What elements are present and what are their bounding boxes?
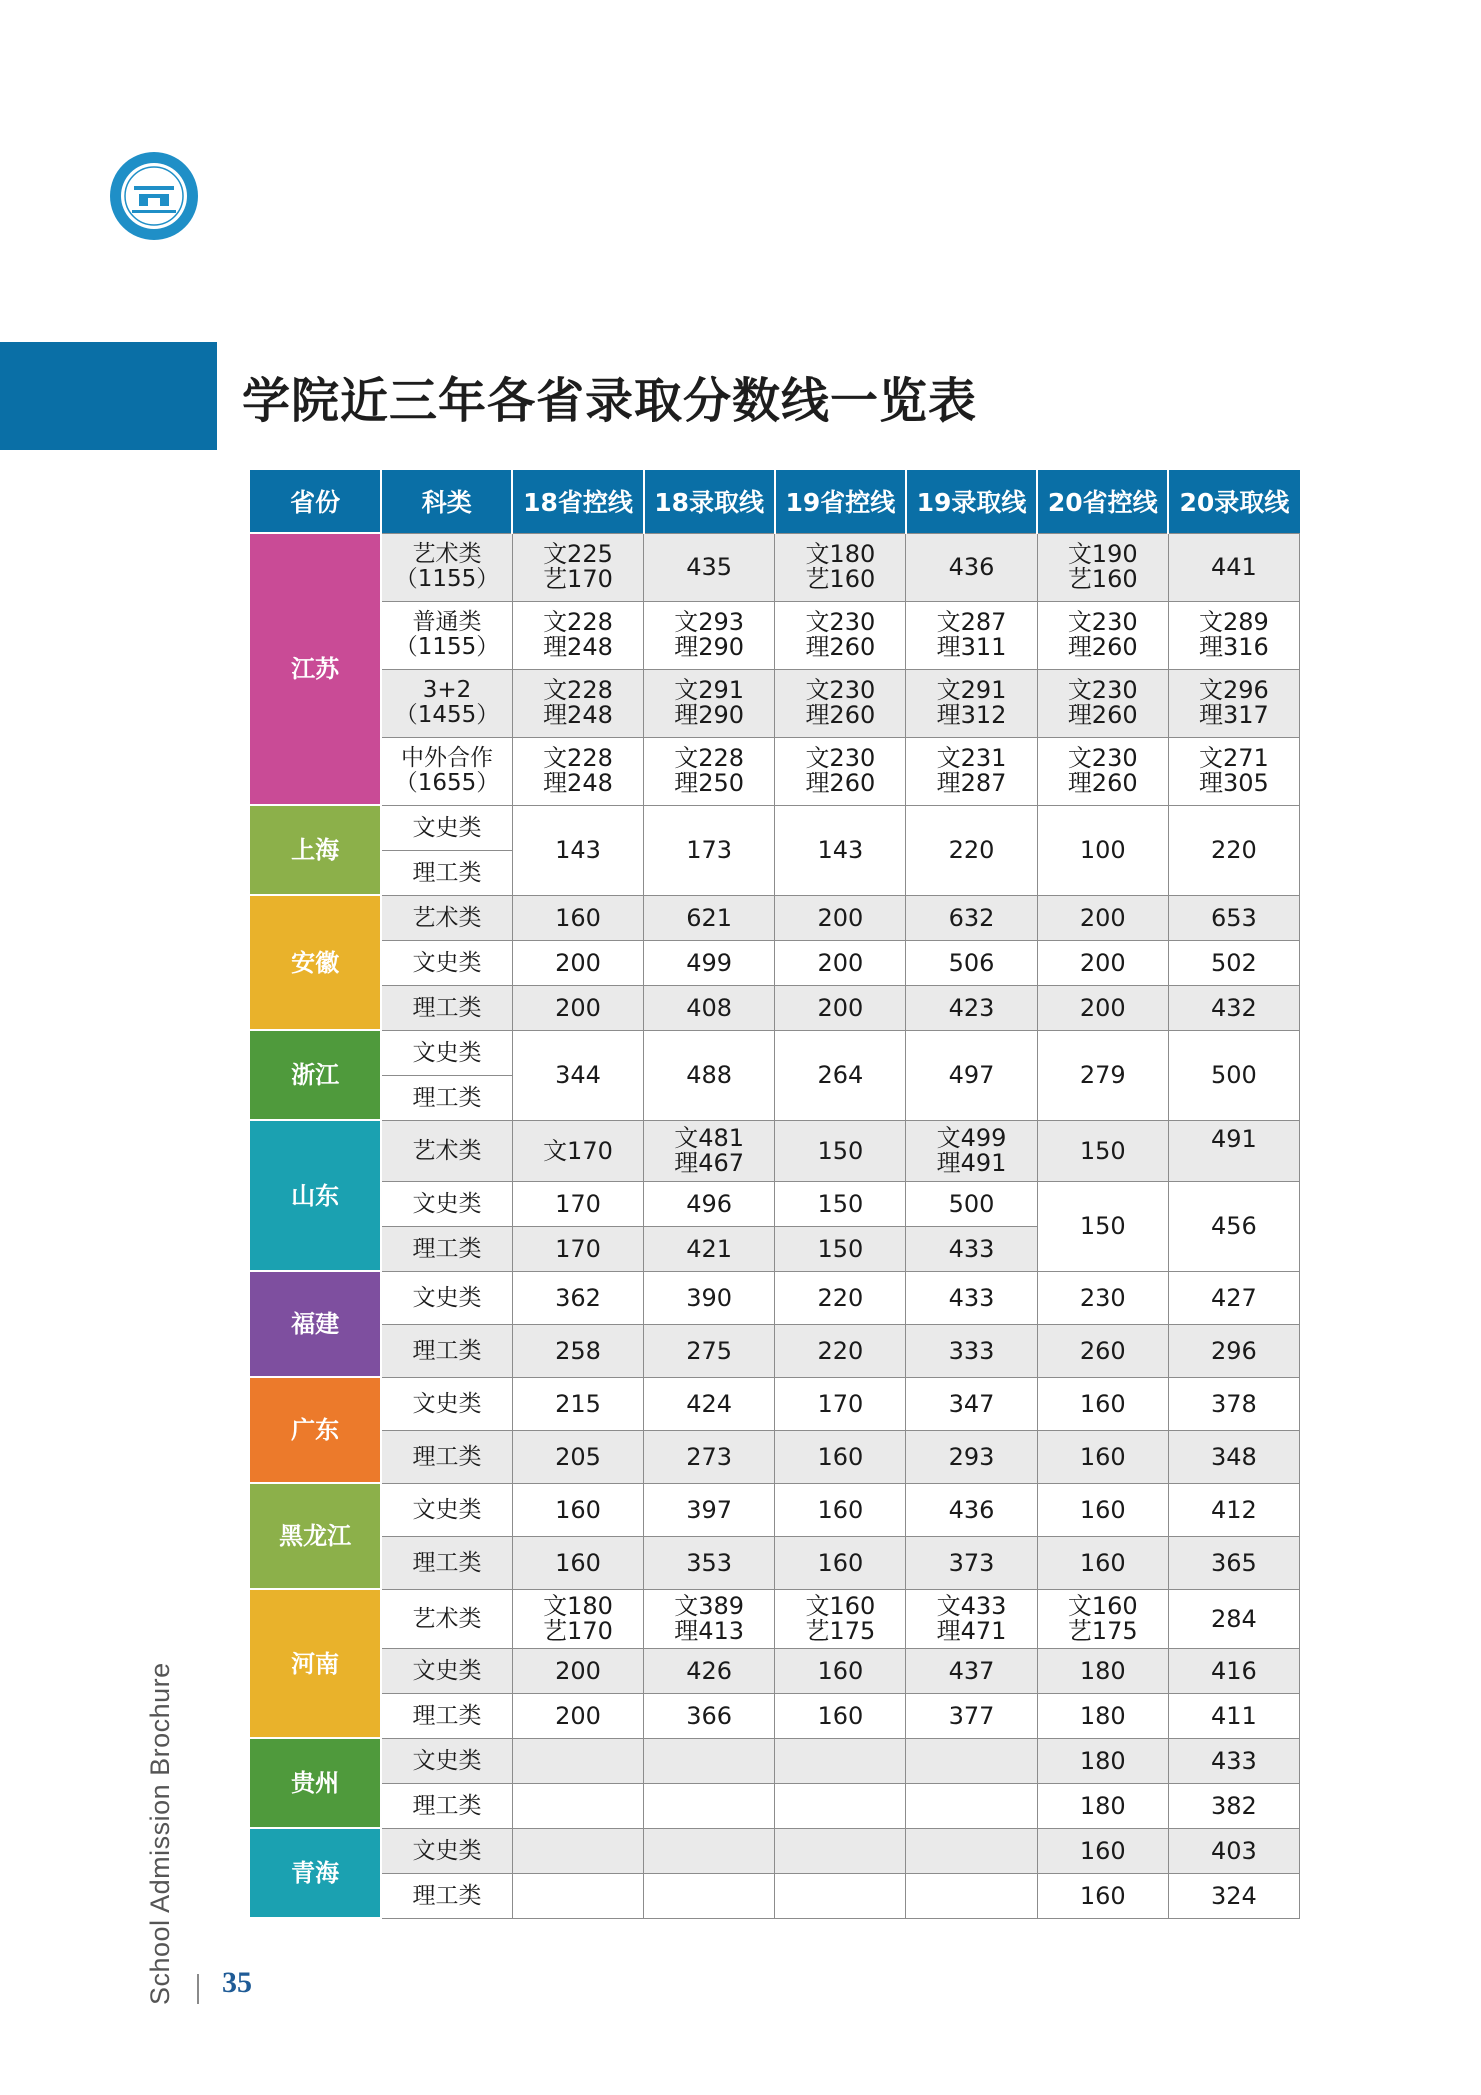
score-cell	[775, 669, 906, 737]
score-line: 文230	[805, 676, 876, 704]
category-code: （1655）	[394, 770, 500, 796]
province-cell: 黑龙江	[250, 1483, 381, 1589]
score-cell	[775, 1783, 906, 1828]
score-cell	[906, 1589, 1037, 1648]
score-cell: 366	[644, 1693, 775, 1738]
score-cell	[644, 1589, 775, 1648]
score-line: 文481	[674, 1123, 745, 1152]
score-line: 文190	[1067, 540, 1138, 568]
table-row	[250, 1483, 1300, 1536]
score-cell	[512, 737, 643, 805]
score-line: 理260	[1067, 633, 1138, 661]
score-cell: 160	[775, 1483, 906, 1536]
table-row	[250, 1377, 1300, 1430]
score-cell: 160	[775, 1430, 906, 1483]
score-line: 理317	[1199, 701, 1269, 729]
table-row	[250, 601, 1300, 669]
score-cell: 215	[512, 1377, 643, 1430]
score-cell: 273	[644, 1430, 775, 1483]
score-line: 理471	[936, 1616, 1007, 1645]
category-cell: 艺术类	[381, 895, 512, 940]
score-cell: 180	[1037, 1738, 1168, 1783]
score-cell: 436	[906, 1483, 1037, 1536]
score-line: 文293	[674, 608, 745, 636]
score-cell: 441	[1168, 533, 1299, 601]
score-cell: 143	[512, 805, 643, 895]
score-line: 理260	[805, 701, 876, 729]
province-cell: 安徽	[250, 895, 381, 1030]
score-cell	[775, 1873, 906, 1918]
score-line: 文231	[936, 744, 1007, 772]
province-cell: 河南	[250, 1589, 381, 1738]
score-cell: 424	[644, 1377, 775, 1430]
title-accent-bar	[0, 342, 217, 450]
score-line: 文230	[1067, 744, 1138, 772]
score-cell: 258	[512, 1324, 643, 1377]
score-cell	[512, 601, 643, 669]
score-cell: 160	[512, 895, 643, 940]
category-cell: 文史类	[381, 1181, 512, 1226]
score-cell: 423	[906, 985, 1037, 1030]
table-row	[250, 805, 1300, 850]
score-cell: 408	[644, 985, 775, 1030]
score-cell	[1168, 737, 1299, 805]
header-category: 科类	[381, 470, 512, 533]
score-cell	[644, 1738, 775, 1783]
score-line: 文433	[936, 1591, 1007, 1620]
header-20-admit: 20录取线	[1168, 470, 1299, 533]
score-cell: 180	[1037, 1693, 1168, 1738]
score-line: 文160	[1067, 1591, 1138, 1620]
score-cell	[512, 533, 643, 601]
score-cell	[512, 1783, 643, 1828]
score-line: 理248	[543, 769, 613, 797]
score-cell: 230	[1037, 1271, 1168, 1324]
category-code: （1455）	[394, 702, 500, 728]
score-line: 文291	[936, 676, 1007, 704]
score-cell: 397	[644, 1483, 775, 1536]
score-line: 文291	[674, 676, 745, 704]
province-cell: 上海	[250, 805, 381, 895]
score-cell: 200	[775, 940, 906, 985]
score-cell: 160	[775, 1536, 906, 1589]
score-cell: 200	[512, 940, 643, 985]
score-cell	[512, 669, 643, 737]
category-cell: 文史类	[381, 1738, 512, 1783]
score-cell	[644, 1873, 775, 1918]
score-cell: 348	[1168, 1430, 1299, 1483]
score-cell: 160	[775, 1648, 906, 1693]
score-cell	[512, 1589, 643, 1648]
category-cell: 理工类	[381, 1226, 512, 1271]
province-cell: 江苏	[250, 533, 381, 805]
score-cell	[775, 1828, 906, 1873]
score-cell: 426	[644, 1648, 775, 1693]
score-cell: 488	[644, 1030, 775, 1120]
score-cell: 160	[1037, 1430, 1168, 1483]
score-line: 理413	[674, 1616, 745, 1645]
score-cell: 499	[644, 940, 775, 985]
score-cell: 353	[644, 1536, 775, 1589]
score-cell	[644, 1120, 775, 1181]
score-line: 文287	[936, 608, 1007, 636]
score-cell	[906, 1873, 1037, 1918]
score-cell: 621	[644, 895, 775, 940]
score-line: 理491	[936, 1148, 1007, 1177]
school-logo	[108, 150, 200, 242]
category-cell: 文史类	[381, 805, 512, 850]
score-cell: 436	[906, 533, 1037, 601]
province-cell: 山东	[250, 1120, 381, 1271]
table-row	[250, 1783, 1300, 1828]
table-row	[250, 1828, 1300, 1873]
score-cell: 390	[644, 1271, 775, 1324]
score-cell: 632	[906, 895, 1037, 940]
category-cell	[381, 601, 512, 669]
category-cell	[381, 737, 512, 805]
score-cell: 205	[512, 1430, 643, 1483]
score-line: 文225	[543, 540, 613, 568]
table-row	[250, 940, 1300, 985]
score-cell: 279	[1037, 1030, 1168, 1120]
province-cell: 广东	[250, 1377, 381, 1483]
score-cell	[644, 1783, 775, 1828]
header-19-control: 19省控线	[775, 470, 906, 533]
score-line: 文228	[543, 608, 613, 636]
score-line: 艺160	[805, 565, 876, 593]
table-row	[250, 1120, 1300, 1181]
score-cell	[906, 1828, 1037, 1873]
score-cell: 653	[1168, 895, 1299, 940]
category-code: （1155）	[394, 634, 500, 660]
province-cell: 青海	[250, 1828, 381, 1918]
category-label: 中外合作	[401, 745, 494, 771]
header-19-admit: 19录取线	[906, 470, 1037, 533]
score-cell: 433	[906, 1226, 1037, 1271]
score-line: 文228	[543, 744, 613, 772]
score-cell	[1037, 669, 1168, 737]
score-cell: 160	[512, 1536, 643, 1589]
header-20-control: 20省控线	[1037, 470, 1168, 533]
category-cell	[381, 669, 512, 737]
score-cell: 220	[906, 805, 1037, 895]
footer-divider	[197, 1974, 199, 2004]
brochure-side-label: School Admission Brochure	[145, 1662, 175, 2005]
table-row	[250, 1873, 1300, 1918]
score-cell	[906, 1738, 1037, 1783]
score-line: 文230	[805, 744, 876, 772]
score-cell	[775, 1738, 906, 1783]
score-cell: 170	[512, 1181, 643, 1226]
score-cell: 170	[775, 1377, 906, 1430]
score-cell: 365	[1168, 1536, 1299, 1589]
score-line: 文230	[1067, 676, 1138, 704]
category-cell: 文史类	[381, 1377, 512, 1430]
score-line: 理260	[805, 633, 876, 661]
score-line: 文389	[674, 1591, 745, 1620]
score-cell: 500	[1168, 1030, 1299, 1120]
score-cell	[1037, 533, 1168, 601]
score-line: 文271	[1199, 744, 1269, 772]
category-cell: 文史类	[381, 1483, 512, 1536]
score-cell	[906, 737, 1037, 805]
score-cell: 275	[644, 1324, 775, 1377]
score-cell: 200	[512, 1648, 643, 1693]
score-cell	[644, 669, 775, 737]
score-line: 文499	[936, 1123, 1007, 1152]
category-cell: 理工类	[381, 1873, 512, 1918]
score-line: 理260	[805, 769, 876, 797]
score-line: 艺170	[543, 1616, 613, 1645]
table-row	[250, 985, 1300, 1030]
score-line: 艺175	[1067, 1616, 1138, 1645]
score-line: 文180	[543, 1591, 613, 1620]
category-cell	[381, 533, 512, 601]
header-province: 省份	[250, 470, 381, 533]
score-line: 文230	[1067, 608, 1138, 636]
score-cell	[1168, 669, 1299, 737]
score-cell: 382	[1168, 1783, 1299, 1828]
score-cell: 344	[512, 1030, 643, 1120]
score-cell: 347	[906, 1377, 1037, 1430]
score-line: 理305	[1199, 769, 1269, 797]
province-cell: 贵州	[250, 1738, 381, 1828]
score-cell: 160	[1037, 1536, 1168, 1589]
score-line: 理260	[1067, 701, 1138, 729]
score-line: 理316	[1199, 633, 1269, 661]
score-cell: 411	[1168, 1693, 1299, 1738]
score-cell: 293	[906, 1430, 1037, 1483]
score-cell: 497	[906, 1030, 1037, 1120]
score-cell	[906, 669, 1037, 737]
score-cell: 170	[512, 1226, 643, 1271]
score-cell	[1037, 601, 1168, 669]
score-cell: 416	[1168, 1648, 1299, 1693]
score-line: 理312	[936, 701, 1007, 729]
score-line: 理250	[674, 769, 745, 797]
score-cell: 150	[775, 1120, 906, 1181]
page-number: 35	[222, 1966, 252, 1999]
score-cell	[644, 1828, 775, 1873]
score-cell: 491	[1168, 1120, 1299, 1181]
score-cell	[512, 1828, 643, 1873]
score-cell: 150	[775, 1226, 906, 1271]
table-row	[250, 533, 1300, 601]
table-row	[250, 1693, 1300, 1738]
score-cell: 378	[1168, 1377, 1299, 1430]
category-cell: 理工类	[381, 1783, 512, 1828]
score-cell: 200	[1037, 985, 1168, 1030]
category-label: 艺术类	[412, 541, 482, 567]
score-cell	[644, 737, 775, 805]
score-cell: 143	[775, 805, 906, 895]
score-cell	[906, 1120, 1037, 1181]
category-code: （1155）	[394, 566, 500, 592]
score-cell: 180	[1037, 1648, 1168, 1693]
score-cell	[775, 533, 906, 601]
score-line: 艺170	[543, 565, 613, 593]
score-cell: 412	[1168, 1483, 1299, 1536]
category-cell: 理工类	[381, 1693, 512, 1738]
table-row	[250, 1738, 1300, 1783]
category-cell: 艺术类	[381, 1120, 512, 1181]
category-cell: 文史类	[381, 1648, 512, 1693]
category-cell: 理工类	[381, 1430, 512, 1483]
score-line: 理290	[674, 633, 745, 661]
score-cell	[906, 1783, 1037, 1828]
score-cell: 173	[644, 805, 775, 895]
score-line: 理248	[543, 701, 613, 729]
table-row	[250, 1589, 1300, 1648]
score-cell: 文170	[512, 1120, 643, 1181]
score-line: 理260	[1067, 769, 1138, 797]
score-cell: 437	[906, 1648, 1037, 1693]
score-cell	[512, 1738, 643, 1783]
score-cell: 264	[775, 1030, 906, 1120]
score-cell: 260	[1037, 1324, 1168, 1377]
score-line: 艺175	[805, 1616, 876, 1645]
score-cell: 433	[906, 1271, 1037, 1324]
score-line: 文230	[805, 608, 876, 636]
score-cell: 180	[1037, 1783, 1168, 1828]
category-cell: 艺术类	[381, 1589, 512, 1648]
table-header-row	[250, 470, 1300, 533]
category-label: 3+2	[422, 677, 472, 703]
table-row	[250, 1181, 1300, 1226]
score-line: 理248	[543, 633, 613, 661]
score-cell: 160	[1037, 1483, 1168, 1536]
score-cell: 427	[1168, 1271, 1299, 1324]
score-cell: 296	[1168, 1324, 1299, 1377]
score-cell: 220	[775, 1324, 906, 1377]
score-cell: 100	[1037, 805, 1168, 895]
score-cell: 500	[906, 1181, 1037, 1226]
score-cell: 200	[512, 1693, 643, 1738]
score-cell	[512, 1873, 643, 1918]
score-cell: 506	[906, 940, 1037, 985]
category-cell: 理工类	[381, 1075, 512, 1120]
category-cell: 理工类	[381, 850, 512, 895]
score-cell: 160	[1037, 1377, 1168, 1430]
score-cell	[775, 737, 906, 805]
score-line: 文160	[805, 1591, 876, 1620]
table-row	[250, 1271, 1300, 1324]
score-cell: 456	[1168, 1181, 1299, 1271]
score-cell: 435	[644, 533, 775, 601]
score-line: 理467	[674, 1148, 745, 1177]
score-cell: 373	[906, 1536, 1037, 1589]
score-cell: 433	[1168, 1738, 1299, 1783]
score-cell: 432	[1168, 985, 1299, 1030]
category-cell: 理工类	[381, 985, 512, 1030]
score-cell	[1037, 737, 1168, 805]
score-cell: 160	[1037, 1873, 1168, 1918]
score-cell: 160	[775, 1693, 906, 1738]
score-line: 理287	[936, 769, 1007, 797]
category-cell: 理工类	[381, 1324, 512, 1377]
score-cell	[906, 601, 1037, 669]
score-line: 文289	[1199, 608, 1269, 636]
score-cell: 150	[775, 1181, 906, 1226]
score-cell	[1037, 1589, 1168, 1648]
score-line: 文228	[674, 744, 745, 772]
table-row	[250, 1536, 1300, 1589]
table-row	[250, 1030, 1300, 1075]
score-cell: 200	[775, 895, 906, 940]
score-line: 文296	[1199, 676, 1269, 704]
score-line: 文228	[543, 676, 613, 704]
score-cell: 200	[1037, 940, 1168, 985]
header-18-control: 18省控线	[512, 470, 643, 533]
table-row	[250, 737, 1300, 805]
score-line: 理311	[936, 633, 1007, 661]
score-cell: 150	[1037, 1120, 1168, 1181]
score-cell: 160	[1037, 1828, 1168, 1873]
header-18-admit: 18录取线	[644, 470, 775, 533]
score-cell	[644, 601, 775, 669]
score-line: 理290	[674, 701, 745, 729]
score-cell: 220	[775, 1271, 906, 1324]
score-cell: 200	[775, 985, 906, 1030]
score-cell: 200	[1037, 895, 1168, 940]
score-cell: 324	[1168, 1873, 1299, 1918]
score-cell: 496	[644, 1181, 775, 1226]
score-line: 文180	[805, 540, 876, 568]
score-cell: 403	[1168, 1828, 1299, 1873]
score-cell: 150	[1037, 1181, 1168, 1271]
admission-score-table	[250, 470, 1300, 1919]
category-cell: 理工类	[381, 1536, 512, 1589]
table-row	[250, 1324, 1300, 1377]
score-line: 艺160	[1067, 565, 1138, 593]
page-title: 学院近三年各省录取分数线一览表	[242, 373, 978, 429]
score-cell	[1168, 601, 1299, 669]
score-cell: 200	[512, 985, 643, 1030]
score-cell: 220	[1168, 805, 1299, 895]
category-cell: 文史类	[381, 1828, 512, 1873]
score-cell: 502	[1168, 940, 1299, 985]
table-row	[250, 1430, 1300, 1483]
score-cell	[775, 601, 906, 669]
score-cell: 284	[1168, 1589, 1299, 1648]
table-row	[250, 895, 1300, 940]
score-cell: 333	[906, 1324, 1037, 1377]
category-cell: 文史类	[381, 1030, 512, 1075]
category-cell: 文史类	[381, 1271, 512, 1324]
score-cell: 160	[512, 1483, 643, 1536]
table-row	[250, 1648, 1300, 1693]
table-row	[250, 669, 1300, 737]
category-label: 普通类	[412, 609, 482, 635]
score-cell: 362	[512, 1271, 643, 1324]
province-cell: 浙江	[250, 1030, 381, 1120]
score-cell	[775, 1589, 906, 1648]
province-cell: 福建	[250, 1271, 381, 1377]
score-cell: 421	[644, 1226, 775, 1271]
category-cell: 文史类	[381, 940, 512, 985]
score-cell: 377	[906, 1693, 1037, 1738]
